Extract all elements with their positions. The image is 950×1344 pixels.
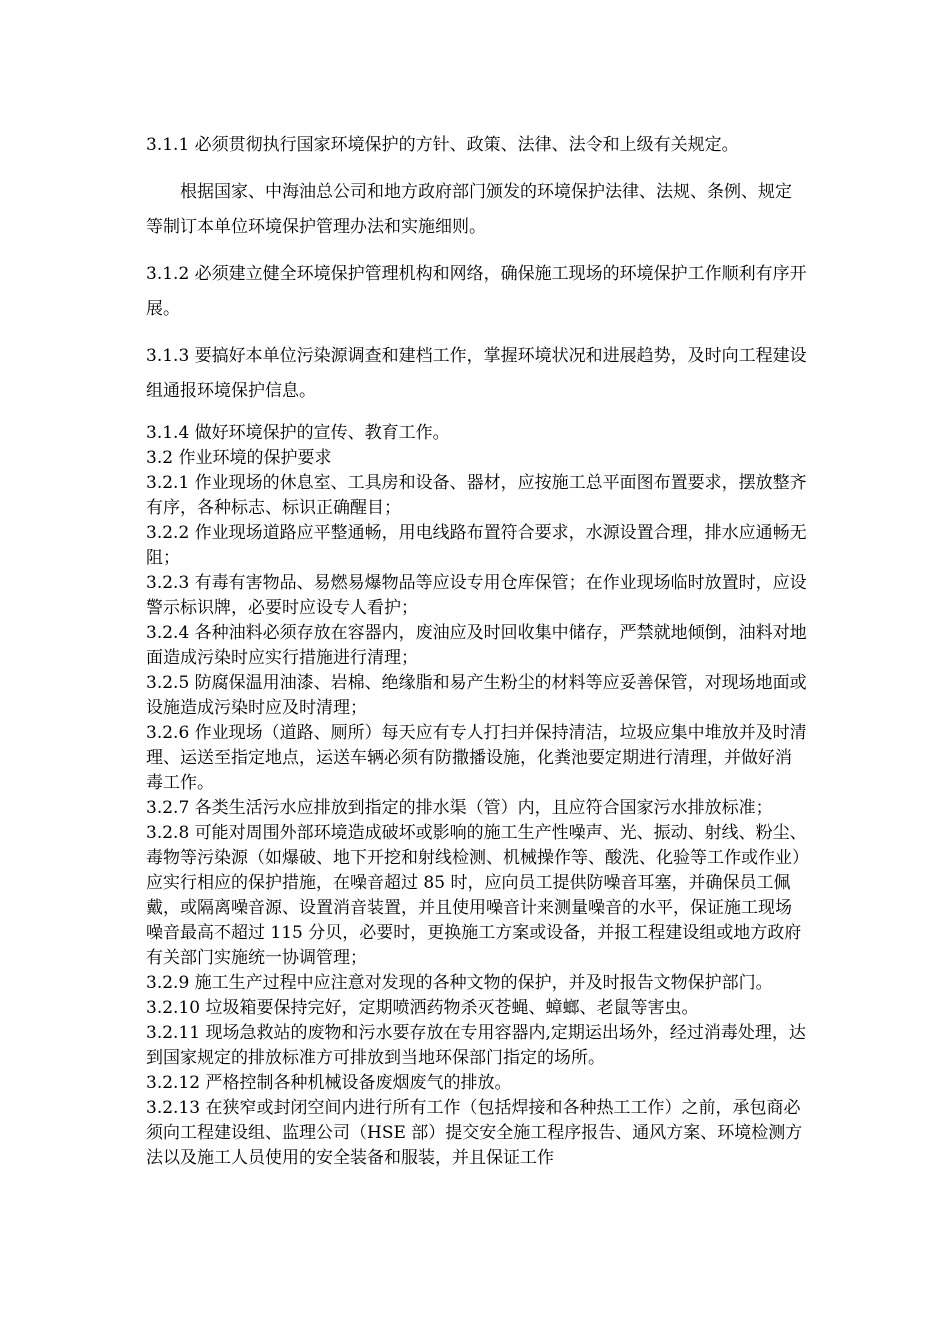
paragraph-3-1-3: 3.1.3 要搞好本单位污染源调查和建档工作，掌握环境状况和进展趋势，及时向工程建设组通报环境保护信息。	[146, 346, 807, 401]
paragraph-3-2-13: 3.2.13 在狭窄或封闭空间内进行所有工作（包括焊接和各种热工工作）之前，承包商必须向工程建设组、监理公司（HSE 部）提交安全施工程序报告、通风方案、环境检测方法以及施工人员使用的安全装备和服装，并且保证工作	[146, 1098, 803, 1168]
paragraph-3-1-4: 3.1.4 做好环境保护的宣传、教育工作。	[146, 423, 450, 443]
section-3-1-block	[146, 128, 808, 409]
paragraph-3-2-5: 3.2.5 防腐保温用油漆、岩棉、绝缘脂和易产生粉尘的材料等应妥善保管，对现场地面或设施造成污染时应及时清理；	[146, 673, 807, 718]
paragraph-3-2-7: 3.2.7 各类生活污水应排放到指定的排水渠（管）内，且应符合国家污水排放标准；	[146, 798, 773, 818]
paragraph-3-2-2: 3.2.2 作业现场道路应平整通畅，用电线路布置符合要求，水源设置合理，排水应通畅无阻；	[146, 523, 807, 568]
paragraph-3-2-10: 3.2.10 垃圾箱要保持完好，定期喷洒药物杀灭苍蝇、蟑螂、老鼠等害虫。	[146, 998, 699, 1018]
paragraph-regulations: 根据国家、中海油总公司和地方政府部门颁发的环境保护法律、法规、条例、规定等制订本单位环境保护管理办法和实施细则。	[146, 182, 792, 237]
paragraph-3-2-6: 3.2.6 作业现场（道路、厕所）每天应有专人打扫并保持清洁，垃圾应集中堆放并及时清理、运送至指定地点，运送车辆必须有防撒播设施，化粪池要定期进行清理，并做好消毒工作。	[146, 723, 807, 793]
paragraph-3-2-11: 3.2.11 现场急救站的废物和污水要存放在专用容器内,定期运出场外，经过消毒处理，达到国家规定的排放标准方可排放到当地环保部门指定的场所。	[146, 1023, 806, 1068]
section-3-2-block	[146, 421, 808, 1171]
paragraph-3-2-3: 3.2.3 有毒有害物品、易燃易爆物品等应设专用仓库保管；在作业现场临时放置时，应设警示标识牌，必要时应设专人看护；	[146, 573, 807, 618]
paragraph-3-2-1: 3.2.1 作业现场的休息室、工具房和设备、器材，应按施工总平面图布置要求，摆放整齐有序，各种标志、标识正确醒目；	[146, 473, 807, 518]
paragraph-3-2-9: 3.2.9 施工生产过程中应注意对发现的各种文物的保护，并及时报告文物保护部门。	[146, 973, 773, 993]
paragraph-3-1-1: 3.1.1 必须贯彻执行国家环境保护的方针、政策、法律、法令和上级有关规定。	[146, 135, 739, 155]
document-body	[146, 128, 808, 1171]
paragraph-3-2-12: 3.2.12 严格控制各种机械设备废烟废气的排放。	[146, 1073, 512, 1093]
section-heading-3-2: 3.2 作业环境的保护要求	[146, 448, 332, 468]
paragraph-3-2-4: 3.2.4 各种油料必须存放在容器内，废油应及时回收集中储存，严禁就地倾倒，油料对地面造成污染时应实行措施进行清理；	[146, 623, 807, 668]
paragraph-3-1-2: 3.1.2 必须建立健全环境保护管理机构和网络，确保施工现场的环境保护工作顺利有序开展。	[146, 264, 807, 319]
paragraph-3-2-8: 3.2.8 可能对周围外部环境造成破坏或影响的施工生产性噪声、光、振动、射线、粉尘、毒物等污染源（如爆破、地下开挖和射线检测、机械操作等、酸洗、化验等工作或作业）应实行相应的保护措施，在噪音超过 85 时，应向员工提供防噪音耳塞，并确保员工佩戴，或隔离噪音源、设置消音装置，并且使用噪音计来测量噪音的水平，保证施工现场噪音最高不超过 115 分贝，必要时，更换施工方案或设备，并报工程建设组或地方政府有关部门实施统一协调管理；	[146, 823, 807, 968]
